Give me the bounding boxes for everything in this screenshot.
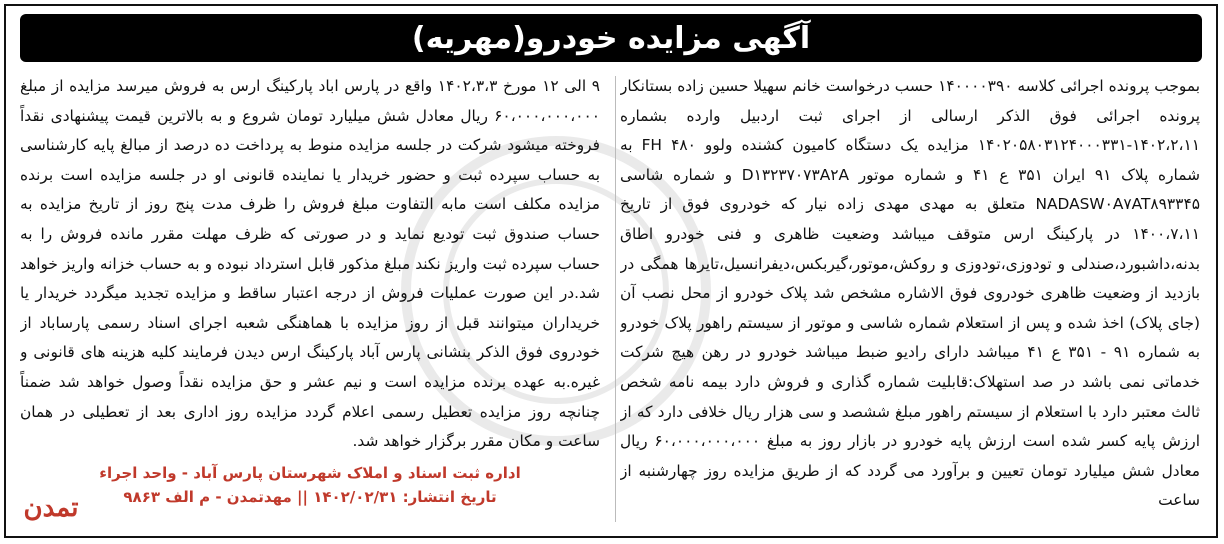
newspaper-logo: تمدن [23, 493, 79, 523]
notice-title: آگهی مزایده خودرو(مهریه) [411, 20, 811, 56]
right-column [620, 72, 1200, 526]
right-column-text: بموجب پرونده اجرائی کلاسه ۱۴۰۰۰۰۳۹۰ حسب درخواست خانم سهیلا حسین زاده بستانکار پرونده اجرائی فوق الذکر ارسالی از اجرای ثبت اردبیل وارده بشماره ۱۴۰۲،۲،۱۱-۱۴۰۲۰۵۸۰۳۱۲۴۰۰۰۳۳۱ مزایده یک دستگاه کامیون کشنده ولوو ۴۸۰ FH به شماره پلاک ۹۱ ایران ۳۵۱ ع ۴۱ و شماره موتور D۱۳۲۳۷۰۷۳A۲A و شماره شاسی NADASW۰A۷AT۸۹۳۳۴۵ متعلق به مهدی مهدی زاده نیار که خودروی فوق از تاریخ ۱۴۰۰،۷،۱۱ در پارکینگ ارس متوقف میباشد وضعیت ظاهری و فنی خودرو اطاق بدنه،داشبورد،صندلی و تودوزی،تودوزی و روکش،موتور،گیربکس،دیفرانسیل،تایرها همگی در بازدید از وضعیت ظاهری خودروی فوق الاشاره مشخص شد پلاک خودرو از محل نصب آن (جای پلاک) اخذ شده و پس از استعلام شماره شاسی و موتور از سیستم راهور پلاک خودرو به شماره ۹۱ - ۳۵۱ ع ۴۱ میباشد دارای رادیو ضبط میباشد خودرو در رهن هیچ شرکت خدماتی نمی باشد در صد استهلاک:قابلیت شماره گذاری و فروش دارد بیمه نامه شخص ثالث معتبر دارد با استعلام از سیستم راهور مبلغ ششصد و سی هزار ریال خلافی دارد که از ارزش پایه کسر شده است ارزش پایه خودرو در بازار روز به مبلغ ۶۰،۰۰۰،۰۰۰،۰۰۰ ریال معادل شش میلیارد تومان تعیین و برآورد می گردد که از طریق مزایده روز چهارشنبه از ساعت [620, 77, 1200, 510]
issuing-office: اداره ثبت اسناد و املاک شهرستان پارس آباد - واحد اجراء [99, 463, 521, 482]
publish-date: تاریخ انتشار: ۱۴۰۲/۰۲/۳۱ || مهدتمدن - م الف ۹۸۶۳ [123, 487, 497, 506]
column-divider [615, 76, 616, 522]
notice-frame [4, 4, 1218, 538]
left-column [20, 72, 600, 526]
title-bar [20, 14, 1202, 62]
notice-footer [20, 461, 600, 509]
left-column-text: ۹ الی ۱۲ مورخ ۱۴۰۲،۳،۳ واقع در پارس اباد پارکینگ ارس به فروش میرسد مزایده از مبلغ ۶۰،۰۰۰،۰۰۰،۰۰۰ ریال معادل شش میلیارد تومان شروع و به بالاترین قیمت پیشنهادی نقداً فروخته میشود شرکت در جلسه مزایده منوط به پرداخت ده درصد از مبالغ پایه کارشناسی به حساب سپرده ثبت و حضور خریدار یا نماینده قانونی او در جلسه مزایده است برنده مزایده مکلف است مابه التفاوت مبلغ فروش را ظرف مدت پنج روز از تاریخ مزایده به حساب صندوق ثبت تودیع نماید و در صورتی که ظرف مهلت مقرر مانده فروش را به حساب سپرده ثبت واریز نکند مبلغ مذکور قابل استرداد نبوده و به حساب خزانه واریز خواهد شد.در این صورت عملیات فروش از درجه اعتبار ساقط و مزایده تجدید میگردد خریدار یا خریداران میتوانند قبل از روز مزایده با هماهنگی شعبه اجرای اسناد رسمی پارساباد از خودروی فوق الذکر بنشانی پارس آباد پارکینگ ارس دیدن فرمایند کلیه هزینه های قانونی و غیره.به عهده برنده مزایده است و نیم عشر و حق مزایده نقداً وصول خواهد شد ضمناً چنانچه روز مزایده تعطیل رسمی اعلام گردد مزایده روز اداری بعد از تعطیلی در همان ساعت و مکان مقرر برگزار خواهد شد. [20, 77, 600, 451]
